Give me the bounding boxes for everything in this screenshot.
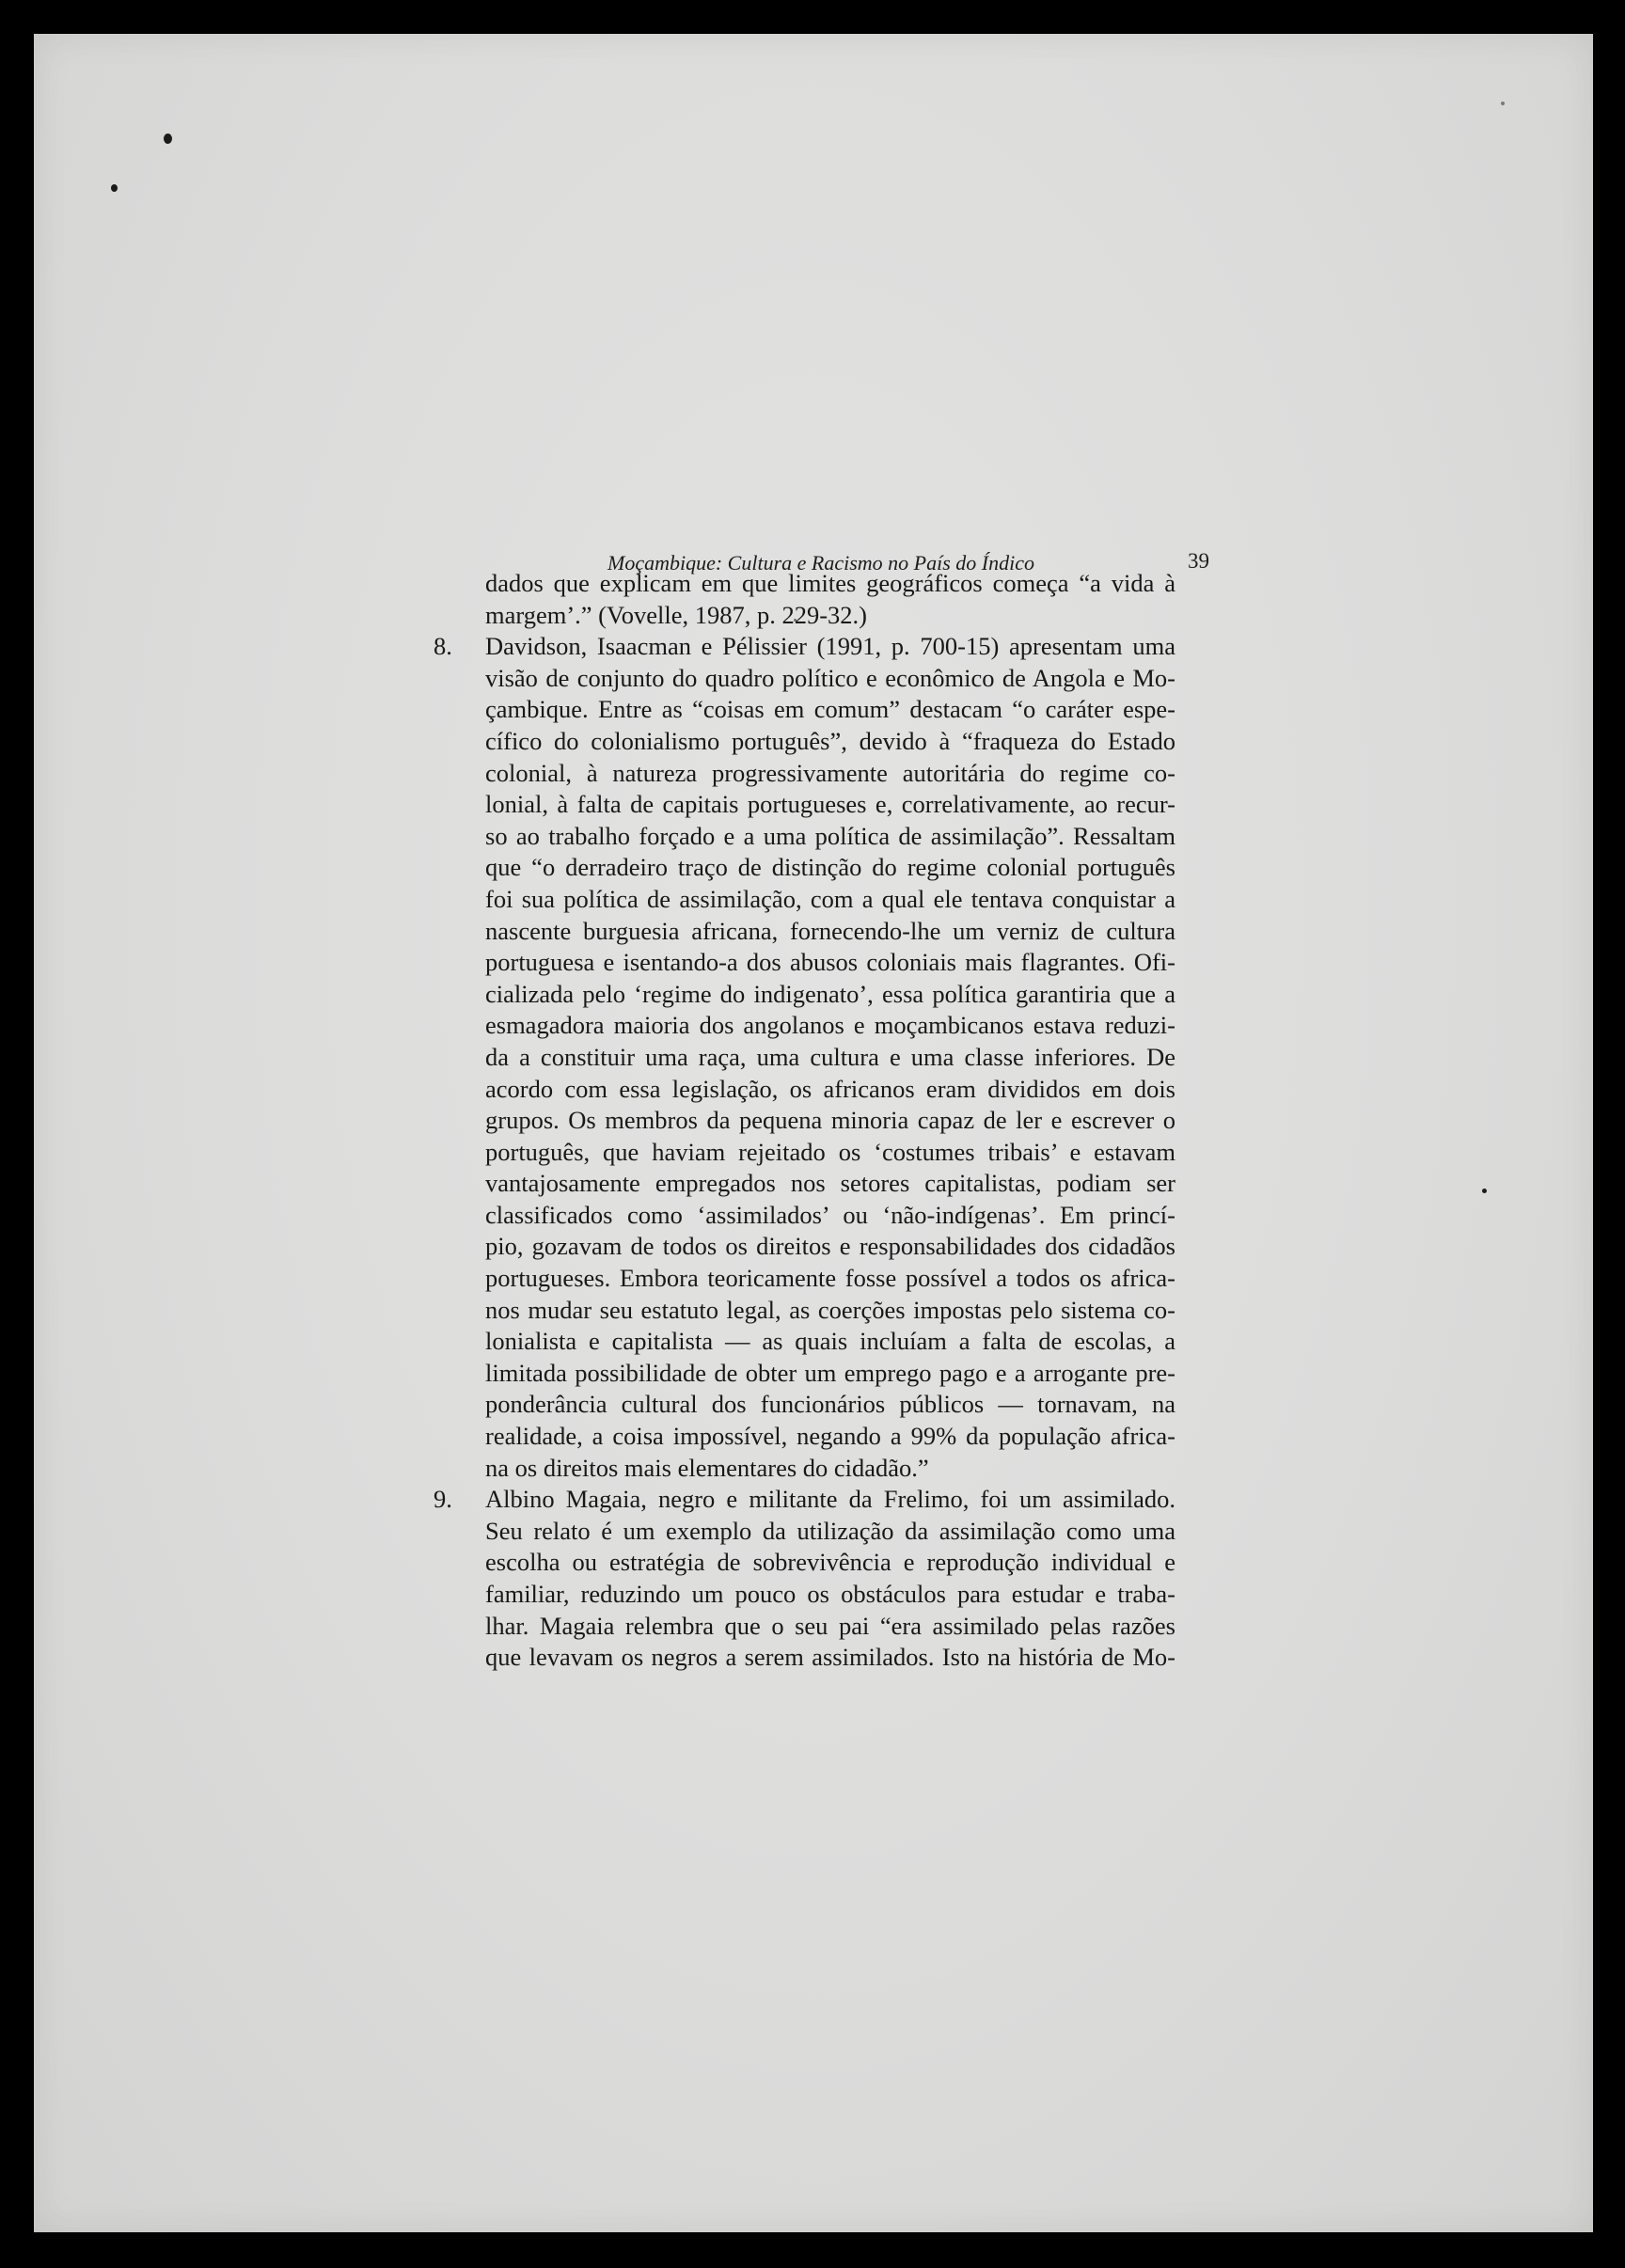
text-line: familiar, reduzindo um pouco os obstáculos para estudar e traba- [485,1580,1175,1608]
text-line: çambique. Entre as “coisas em comum” destacam “o caráter espe- [485,695,1175,724]
text-line: portugueses. Embora teoricamente fosse possível a todos os africa- [485,1264,1175,1293]
text-line: cífico do colonialismo português”, devido à “fraqueza do Estado [485,726,1175,755]
text-line: Davidson, Isaacman e Pélissier (1991, p. 700-15) apresentam uma [485,632,1175,661]
text-line: que “o derradeiro traço de distinção do regime colonial português [485,853,1175,882]
text-line: lonial, à falta de capitais portugueses e, correlativamente, ao recur- [485,790,1175,819]
ink-speck [164,134,172,144]
text-line: portuguesa e isentando-a dos abusos coloniais mais flagrantes. Ofi- [485,948,1175,977]
ink-speck [1501,102,1505,105]
running-header-title: Moçambique: Cultura e Racismo no País do Índico [607,551,1034,575]
text-line: vantajosamente empregados nos setores capitalistas, podiam ser [485,1169,1175,1198]
ink-speck [111,184,118,192]
text-line: cializada pelo ‘regime do indigenato’, essa política garantiria que a [485,979,1175,1008]
text-line: na os direitos mais elementares do cidadão.” [485,1453,929,1482]
text-line: visão de conjunto do quadro político e econômico de Angola e Mo- [485,663,1175,692]
text-line: português, que haviam rejeitado os ‘costumes tribais’ e estavam [485,1137,1175,1166]
text-line: margem’.” (Vovelle, 1987, p. 229-32.) [485,600,868,629]
text-line: da a constituir uma raça, uma cultura e uma classe inferiores. De [485,1042,1175,1071]
endnote-number: 8. [434,632,452,661]
text-line: foi sua política de assimilação, com a qual ele tentava conquistar a [485,884,1175,913]
text-line: nascente burguesia africana, fornecendo-lhe um verniz de cultura [485,916,1175,945]
text-line: colonial, à natureza progressivamente autoritária do regime co- [485,758,1175,787]
ink-speck [1482,1189,1487,1193]
text-line: pio, gozavam de todos os direitos e responsabilidades dos cidadãos [485,1232,1175,1261]
page-number: 39 [1188,549,1209,573]
text-line: acordo com essa legislação, os africanos eram divididos em dois [485,1074,1175,1103]
endnote-9 [414,1484,1175,1674]
text-line: Seu relato é um exemplo da utilização da assimilação como uma [485,1516,1175,1545]
text-line: grupos. Os membros da pequena minoria capaz de ler e escrever o [485,1106,1175,1135]
text-line: Albino Magaia, negro e militante da Frelimo, foi um assimilado. [485,1485,1175,1514]
endnotes-list [414,568,1175,1674]
text-line: nos mudar seu estatuto legal, as coerções impostas pelo sistema co- [485,1295,1175,1324]
text-line: lhar. Magaia relembra que o seu pai “era assimilado pelas razões [485,1611,1175,1640]
text-line: escolha ou estratégia de sobrevivência e reprodução individual e [485,1548,1175,1577]
text-line: que levavam os negros a serem assimilados. Isto na história de Mo- [485,1643,1175,1672]
text-line: ponderância cultural dos funcionários públicos — tornavam, na [485,1390,1175,1419]
endnote-number: 9. [434,1485,452,1514]
endnote-continuation [414,568,1175,631]
text-line: limitada possibilidade de obter um emprego pago e a arrogante pre- [485,1358,1175,1387]
text-line: realidade, a coisa impossível, negando a 99% da população africa- [485,1422,1175,1451]
text-line: classificados como ‘assimilados’ ou ‘não-indígenas’. Em princí- [485,1200,1175,1229]
text-line: esmagadora maioria dos angolanos e moçambicanos estava reduzi- [485,1011,1175,1040]
text-line: so ao trabalho forçado e a uma política de assimilação”. Ressaltam [485,821,1175,850]
text-line: lonialista e capitalista — as quais incluíam a falta de escolas, a [485,1327,1175,1356]
text-line: dados que explicam em que limites geográficos começa “a vida à [485,569,1175,597]
endnote-8 [414,631,1175,1484]
